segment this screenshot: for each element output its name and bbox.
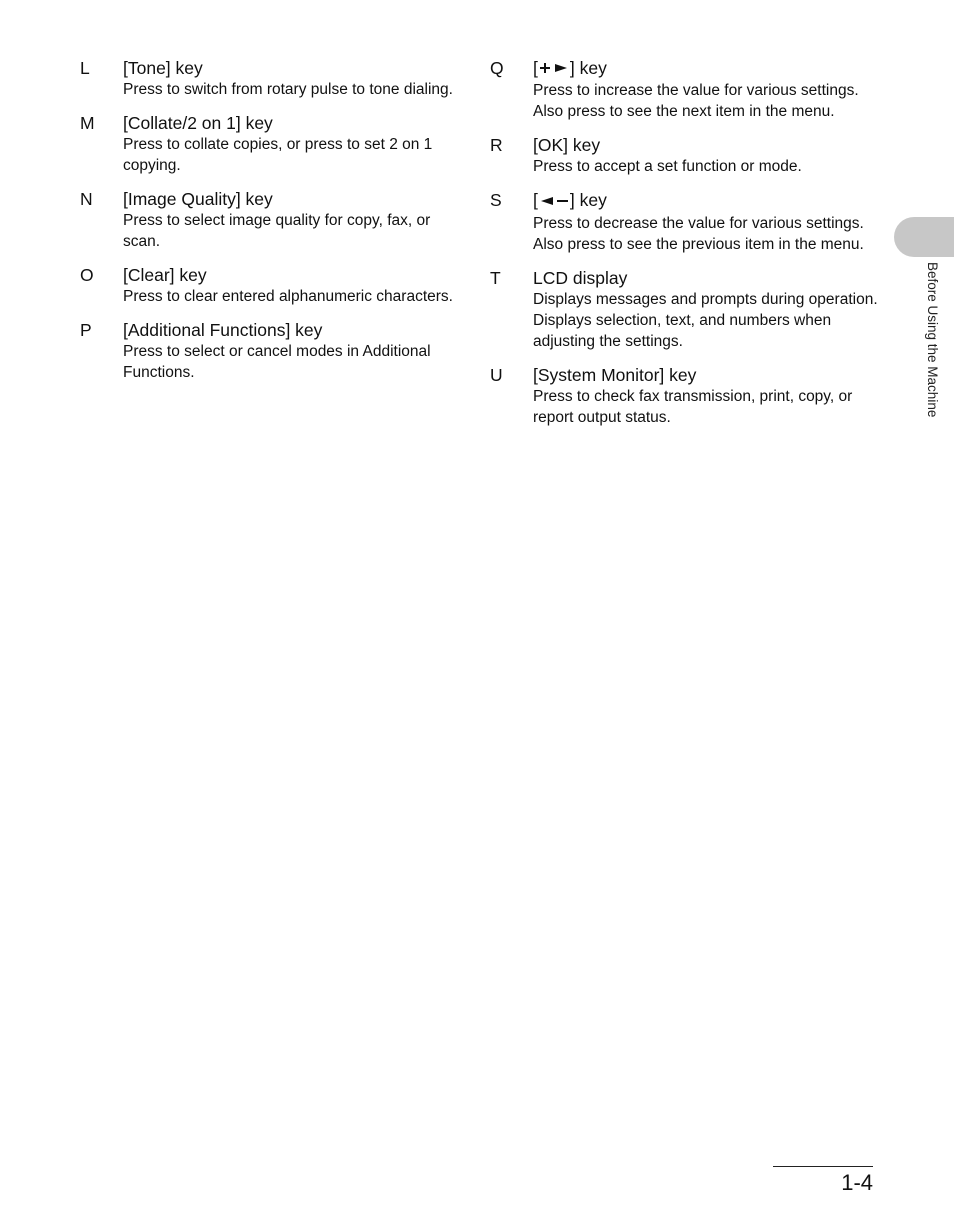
item-title: [Tone] key (123, 58, 203, 78)
item-letter: Q (490, 58, 504, 78)
title-open-bracket: [ (533, 190, 538, 211)
item-title (533, 57, 880, 80)
title-close-bracket: ] key (569, 58, 607, 78)
list-item-q (490, 57, 880, 122)
item-title: LCD display (533, 267, 628, 288)
item-description: Press to switch from rotary pulse to tone dialing. (123, 81, 453, 98)
list-item-p (80, 319, 470, 383)
item-title: [Image Quality] key (123, 189, 273, 209)
item-description: Press to select image quality for copy, fax, or scan. (123, 212, 431, 250)
list-item-u (490, 364, 880, 428)
list-item-m (80, 112, 470, 176)
item-letter: R (490, 135, 503, 156)
item-description: Press to accept a set function or mode. (533, 158, 802, 176)
plus-right-arrow-icon (538, 58, 570, 80)
footer-rule (773, 1166, 873, 1167)
title-open-bracket: [ (533, 58, 538, 78)
title-close-bracket: ] key (569, 190, 607, 211)
list-item-n (80, 188, 470, 252)
list-item-r (490, 134, 880, 177)
chapter-tab (894, 217, 954, 257)
list-item-l (80, 57, 470, 100)
item-description: Press to clear entered alphanumeric characters. (123, 288, 453, 305)
item-letter: M (80, 113, 95, 133)
item-letter: T (490, 267, 501, 288)
item-title: [Clear] key (123, 265, 207, 285)
page-number: 1-4 (841, 1170, 873, 1195)
item-title (533, 189, 880, 212)
item-title: [System Monitor] key (533, 364, 697, 385)
left-column (80, 57, 470, 395)
item-letter: O (80, 265, 94, 285)
item-letter: U (490, 364, 503, 385)
item-letter: S (490, 190, 502, 211)
item-letter: P (80, 320, 92, 340)
list-item-t (490, 267, 880, 352)
item-title: [Additional Functions] key (123, 320, 323, 340)
right-column (490, 57, 880, 440)
item-description: Press to collate copies, or press to set 2 on 1 copying. (123, 136, 433, 174)
item-title: [OK] key (533, 135, 601, 156)
item-description: Press to check fax transmission, print, copy, or report output status. (533, 387, 853, 426)
item-title: [Collate/2 on 1] key (123, 113, 273, 133)
left-arrow-minus-icon (538, 191, 570, 213)
list-item-s (490, 189, 880, 254)
item-description: Press to select or cancel modes in Additional Functions. (123, 343, 431, 381)
list-item-o (80, 264, 470, 307)
item-description: Press to decrease the value for various settings. Also press to see the previous item in the menu. (533, 214, 864, 253)
chapter-tab-label: Before Using the Machine (925, 262, 940, 418)
item-letter: N (80, 189, 93, 209)
item-letter: L (80, 58, 90, 78)
item-description: Displays messages and prompts during operation. Displays selection, text, and numbers when adjusting the settings. (533, 290, 878, 350)
item-description: Press to increase the value for various settings. Also press to see the next item in the menu. (533, 82, 859, 121)
